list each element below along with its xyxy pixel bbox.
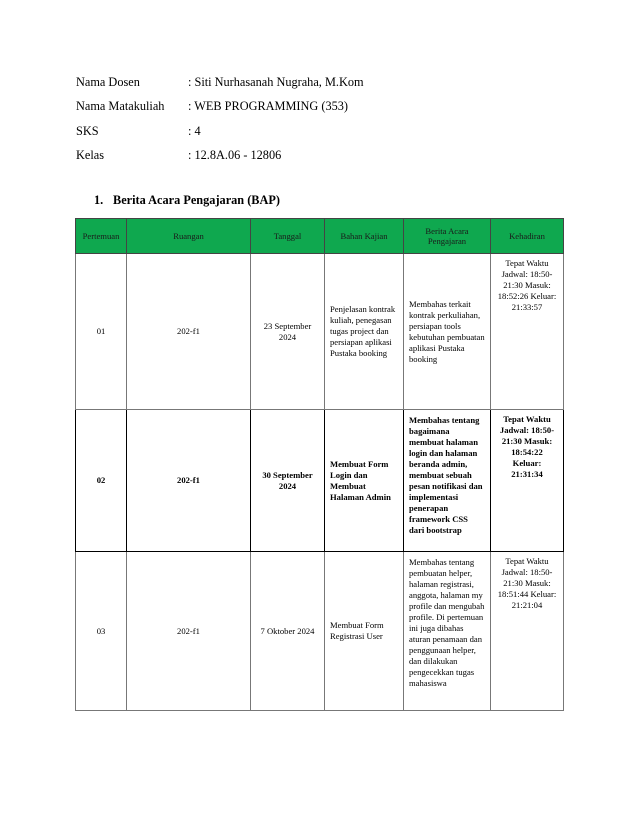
cell-berita: Membahas tentang pembuatan helper, halaman registrasi, anggota, halaman my profile dan mengubah profile. Di pertemuan ini juga dibahas aturan penamaan dan penggunaan helper, dan dilakukan pengecekkan tugas mahasiswa [404,552,491,711]
cell-berita: Membahas terkait kontrak perkuliahan, persiapan tools kebutuhan pembuatan aplikasi Pustaka booking [404,254,491,410]
table-row [76,254,564,410]
cell-tanggal: 23 September 2024 [251,254,325,410]
cell-ruangan: 202-f1 [127,410,251,552]
cell-tanggal: 30 September 2024 [251,410,325,552]
matkul-value: : WEB PROGRAMMING (353) [188,99,348,114]
cell-kehadiran: Tepat Waktu Jadwal: 18:50-21:30 Masuk: 18:52:26 Keluar: 21:33:57 [491,254,564,410]
table-header-row [76,219,564,254]
info-row-kelas [76,145,364,169]
cell-pertemuan: 02 [76,410,127,552]
cell-kehadiran: Tepat Waktu Jadwal: 18:50-21:30 Masuk: 18:54:22 Keluar: 21:31:34 [491,410,564,552]
info-row-sks [76,121,364,145]
cell-bahan: Membuat Form Registrasi User [325,552,404,711]
bap-table [75,218,564,711]
cell-bahan: Membuat Form Login dan Membuat Halaman Admin [325,410,404,552]
header-berita: Berita Acara Pengajaran [404,219,491,254]
info-row-dosen [76,72,364,96]
course-info [76,72,364,169]
cell-pertemuan: 01 [76,254,127,410]
cell-berita: Membahas tentang bagaimana membuat halaman login dan halaman beranda admin, membuat sebuah pesan notifikasi dan implementasi penerapan framework CSS dari bootstrap [404,410,491,552]
table-row [76,552,564,711]
header-tanggal: Tanggal [251,219,325,254]
matkul-label: Nama Matakuliah [76,99,165,114]
header-pertemuan: Pertemuan [76,219,127,254]
section-title: Berita Acara Pengajaran (BAP) [113,193,280,207]
cell-tanggal: 7 Oktober 2024 [251,552,325,711]
header-kehadiran: Kehadiran [491,219,564,254]
header-ruangan: Ruangan [127,219,251,254]
sks-label: SKS [76,123,99,138]
cell-ruangan: 202-f1 [127,254,251,410]
cell-pertemuan: 03 [76,552,127,711]
section-heading [94,193,280,208]
table-row [76,410,564,552]
info-row-matkul [76,96,364,120]
kelas-value: : 12.8A.06 - 12806 [188,147,282,162]
cell-ruangan: 202-f1 [127,552,251,711]
dosen-label: Nama Dosen [76,75,140,89]
section-number: 1. [94,193,104,207]
cell-kehadiran: Tepat Waktu Jadwal: 18:50-21:30 Masuk: 18:51:44 Keluar: 21:21:04 [491,552,564,711]
header-bahan: Bahan Kajian [325,219,404,254]
cell-bahan: Penjelasan kontrak kuliah, penegasan tugas project dan persiapan aplikasi Pustaka booking [325,254,404,410]
sks-value: : 4 [188,123,201,138]
kelas-label: Kelas [76,147,104,162]
dosen-value: : Siti Nurhasanah Nugraha, M.Kom [188,75,364,89]
